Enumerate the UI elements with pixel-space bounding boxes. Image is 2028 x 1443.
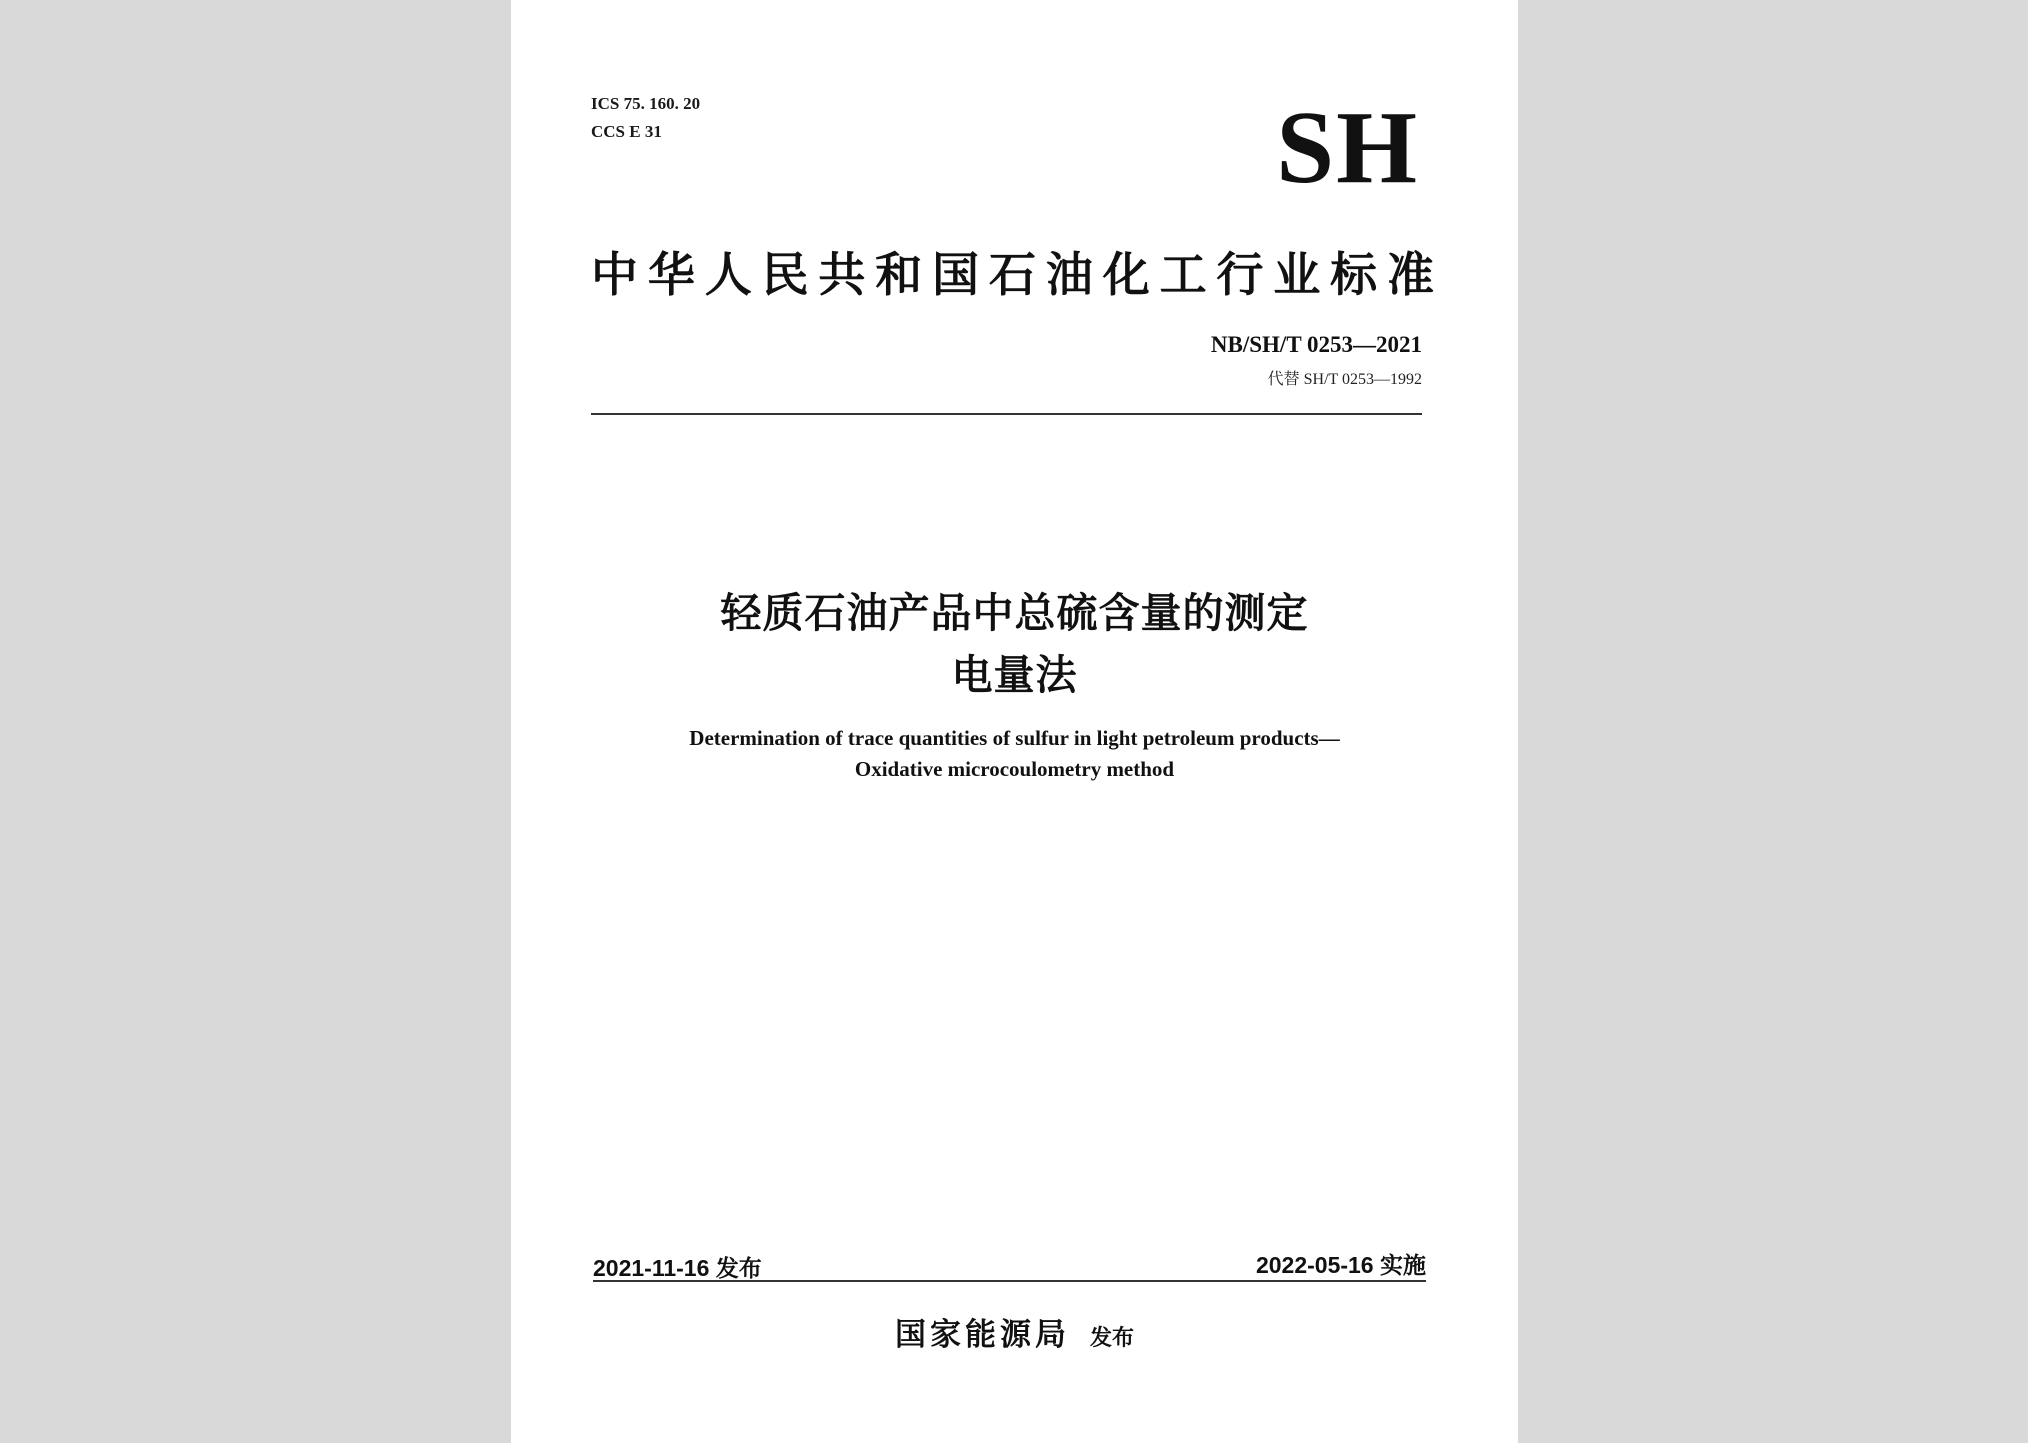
document-page [511,0,1518,1443]
publisher-org: 国家能源局 [894,1317,1070,1352]
ics-code: ICS 75. 160. 20 [591,94,701,113]
publisher [511,1309,1518,1354]
standard-category-title: 中华人民共和国石油化工行业标准 [591,248,1437,301]
publisher-action: 发布 [1089,1325,1134,1350]
sh-logo: SH [1276,90,1419,205]
title-english-line1: Determination of trace quantities of sulfur in light petroleum products— [689,726,1340,750]
footer-divider [593,1280,1426,1282]
header-divider [591,413,1422,415]
ccs-code: CCS E 31 [591,122,662,141]
issue-date: 2021-11-16 发布 [593,1255,762,1281]
title-chinese-line1: 轻质石油产品中总硫含量的测定 [720,590,1309,636]
standard-number: NB/SH/T 0253—2021 [1210,332,1422,357]
title-chinese-line2: 电量法 [951,652,1078,698]
implementation-date: 2022-05-16 实施 [1255,1252,1426,1278]
title-english-line2: Oxidative microcoulometry method [854,757,1175,781]
replaces-standard: 代替 SH/T 0253—1992 [1267,371,1422,388]
